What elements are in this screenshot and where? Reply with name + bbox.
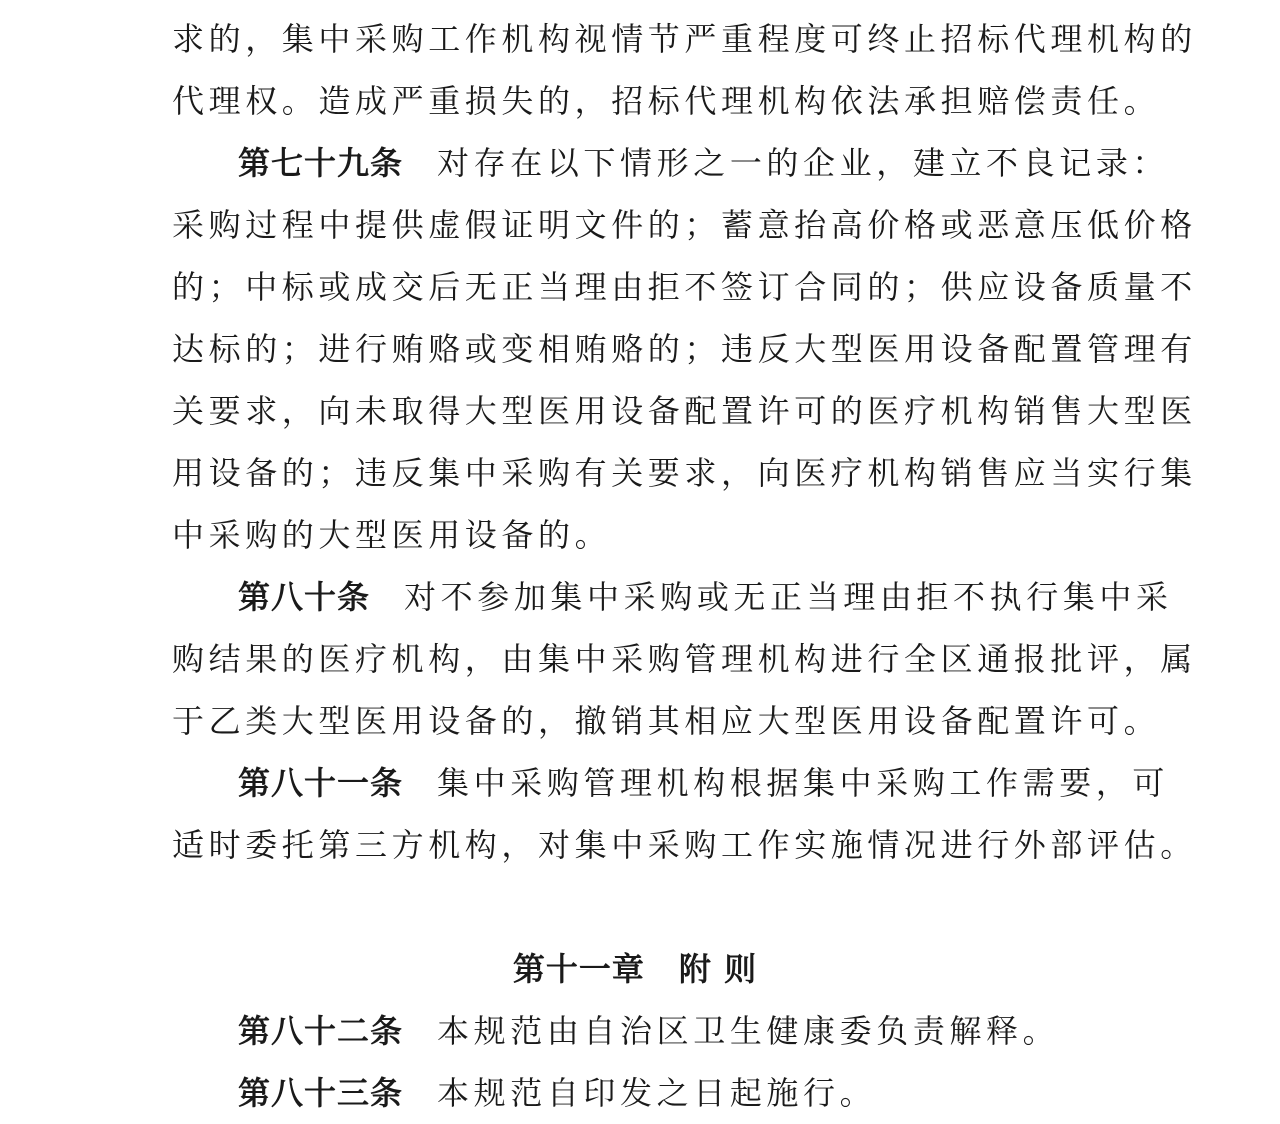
article-82-text: 本规范由自治区卫生健康委负责解释。 [437, 1012, 1060, 1050]
article-79-first-line: 对存在以下情形之一的企业，建立不良记录： [437, 144, 1170, 182]
text-line: 采购过程中提供虚假证明文件的；蓄意抬高价格或恶意压低价格 [172, 206, 1197, 244]
article-82 [172, 1000, 1102, 1062]
article-79-label: 第七十九条 [238, 144, 404, 182]
article-80-first-line: 对不参加集中采购或无正当理由拒不执行集中采 [404, 578, 1173, 616]
article-83 [172, 1062, 1102, 1124]
article-81-heading [172, 752, 1170, 814]
article-80-label: 第八十条 [238, 578, 371, 616]
article-82-label: 第八十二条 [238, 1012, 404, 1050]
text-line: 购结果的医疗机构，由集中采购管理机构进行全区通报批评，属 [172, 640, 1197, 678]
article-80-heading [172, 566, 1173, 628]
text-line: 求的，集中采购工作机构视情节严重程度可终止招标代理机构的 [172, 20, 1197, 58]
article-79-heading [172, 132, 1170, 194]
text-line: 代理权。造成严重损失的，招标代理机构依法承担赔偿责任。 [172, 82, 1161, 120]
text-line: 中采购的大型医用设备的。 [172, 516, 612, 554]
article-83-text: 本规范自印发之日起施行。 [437, 1074, 877, 1112]
text-line: 用设备的；违反集中采购有关要求，向医疗机构销售应当实行集 [172, 454, 1197, 492]
article-83-label: 第八十三条 [238, 1074, 404, 1112]
document-page [172, 8, 1197, 1124]
section-gap [172, 876, 1102, 938]
text-line: 于乙类大型医用设备的，撤销其相应大型医用设备配置许可。 [172, 702, 1161, 740]
text-line: 适时委托第三方机构，对集中采购工作实施情况进行外部评估。 [172, 826, 1197, 864]
article-81-first-line: 集中采购管理机构根据集中采购工作需要，可 [437, 764, 1170, 802]
chapter-number: 第十一章 [512, 950, 645, 988]
text-line: 达标的；进行贿赂或变相贿赂的；违反大型医用设备配置管理有 [172, 330, 1197, 368]
text-line: 关要求，向未取得大型医用设备配置许可的医疗机构销售大型医 [172, 392, 1197, 430]
article-81-label: 第八十一条 [238, 764, 404, 802]
chapter-title: 附 则 [678, 950, 758, 988]
text-line: 的；中标或成交后无正当理由拒不签订合同的；供应设备质量不 [172, 268, 1197, 306]
chapter-heading [172, 938, 1102, 1000]
